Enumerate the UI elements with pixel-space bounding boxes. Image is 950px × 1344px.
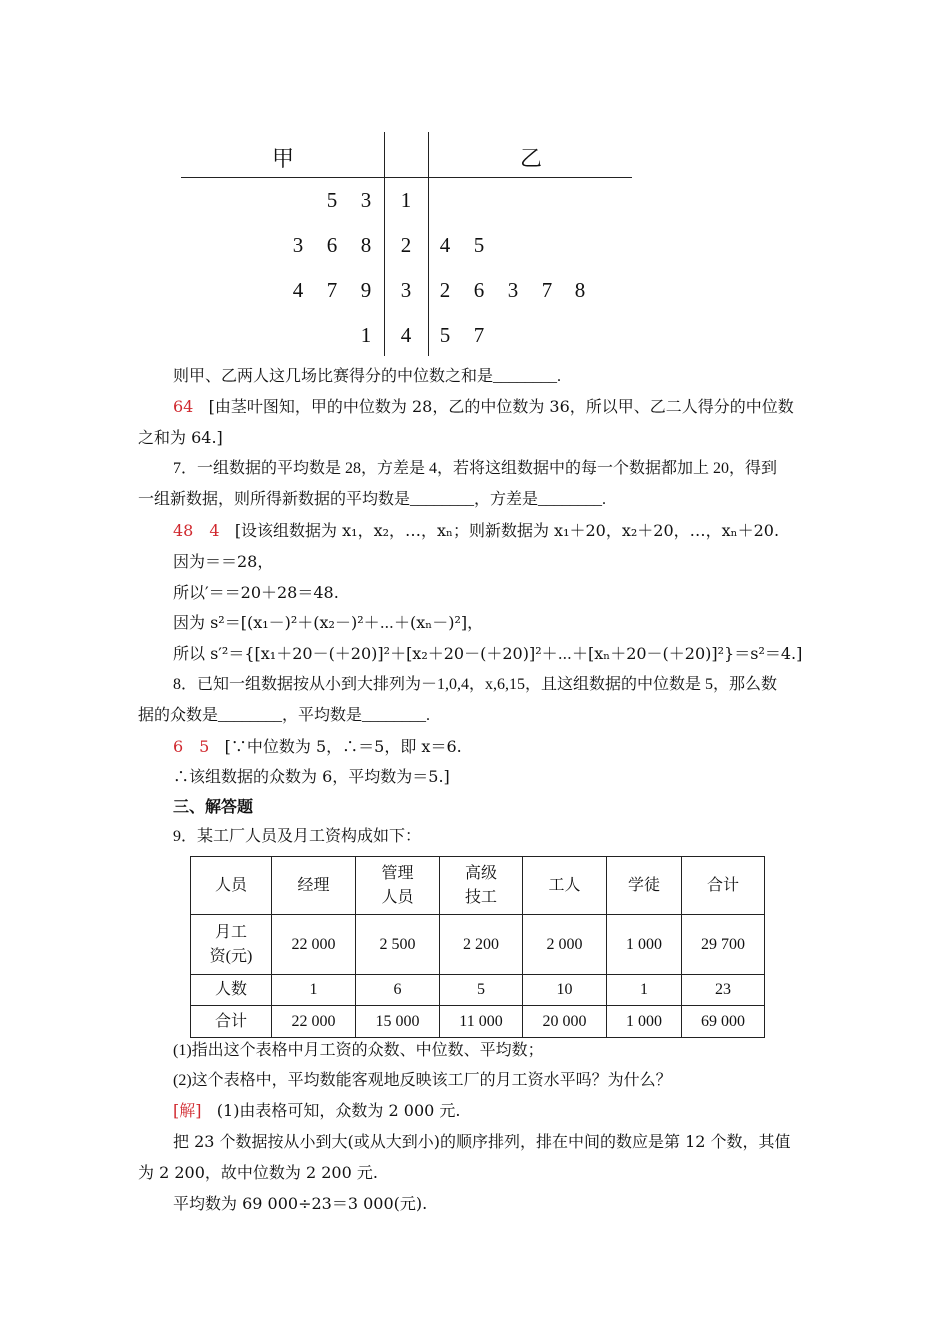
q9-ans2: 把 23 个数据按从小到大(或从大到小)的顺序排列，排在中间的数应是第 12 个数，其值 bbox=[173, 1132, 791, 1151]
q9-ans3: 为 2 200，故中位数为 2 200 元. bbox=[138, 1163, 378, 1182]
leaf: 5 bbox=[439, 323, 451, 347]
table-cell: 合计 bbox=[682, 857, 765, 915]
q7-sol5: 所以 s′²＝{[x₁＋20－(＋20)]²＋[x₂＋20－(＋20)]²＋⋯＋[xₙ＋20－(＋20)]²}＝s²＝4.] bbox=[173, 644, 803, 663]
table-cell: 23 bbox=[682, 975, 765, 1006]
table-cell: 工人 bbox=[523, 857, 607, 915]
table-cell: 经理 bbox=[272, 857, 356, 915]
leaf: 8 bbox=[360, 233, 372, 257]
section-heading: 三、解答题 bbox=[173, 799, 254, 816]
wage-table bbox=[190, 856, 765, 1038]
leaf: 6 bbox=[326, 233, 338, 257]
q6-explain-1: [由茎叶图知，甲的中位数为 28，乙的中位数为 36，所以甲、乙二人得分的中位数 bbox=[208, 397, 794, 416]
leaf: 9 bbox=[360, 278, 372, 302]
table-cell: 15 000 bbox=[356, 1006, 440, 1038]
q6-question: 则甲、乙两人这几场比赛得分的中位数之和是________. bbox=[173, 368, 562, 385]
leaf: 3 bbox=[507, 278, 519, 302]
table-cell: 20 000 bbox=[523, 1006, 607, 1038]
table-row bbox=[191, 1006, 765, 1038]
table-row bbox=[191, 915, 765, 975]
stem: 4 bbox=[400, 323, 412, 347]
q7-solution bbox=[173, 520, 818, 542]
leaf: 3 bbox=[292, 233, 304, 257]
q7-sol1: [设该组数据为 x₁，x₂，…，xₙ；则新数据为 x₁＋20，x₂＋20，…，xₙ＋20. bbox=[234, 521, 780, 540]
q7-line2: 一组新数据，则所得新数据的平均数是________，方差是________. bbox=[138, 491, 607, 508]
q7-sol3: 所以′＝＝20＋28＝48. bbox=[173, 583, 339, 602]
table-cell: 11 000 bbox=[440, 1006, 523, 1038]
table-cell: 1 bbox=[607, 975, 682, 1006]
q6-answer: 64 bbox=[173, 397, 194, 416]
leaf: 4 bbox=[292, 278, 304, 302]
table-cell: 学徒 bbox=[607, 857, 682, 915]
stem: 1 bbox=[400, 188, 412, 212]
q7-line1: 7．一组数据的平均数是 28，方差是 4，若将这组数据中的每一个数据都加上 20，得到 bbox=[173, 460, 778, 477]
table-cell: 5 bbox=[440, 975, 523, 1006]
q9-sub1: (1)指出这个表格中月工资的众数、中位数、平均数； bbox=[173, 1042, 544, 1059]
table-cell: 1 bbox=[272, 975, 356, 1006]
q6-solution bbox=[173, 396, 818, 418]
table-cell: 人员 bbox=[191, 857, 272, 915]
table-cell: 高级 技工 bbox=[440, 857, 523, 915]
q9-ans4: 平均数为 69 000÷23＝3 000(元). bbox=[173, 1194, 428, 1213]
q8-line1: 8．已知一组数据按从小到大排列为－1,0,4，x,6,15，且这组数据的中位数是 5，那么数 bbox=[173, 676, 778, 693]
stem: 3 bbox=[400, 278, 412, 302]
q8-solution bbox=[173, 736, 818, 758]
table-cell: 22 000 bbox=[272, 1006, 356, 1038]
leaf: 5 bbox=[326, 188, 338, 212]
jie-label: [解] bbox=[173, 1101, 202, 1120]
table-cell: 10 bbox=[523, 975, 607, 1006]
leaf: 3 bbox=[360, 188, 372, 212]
table-cell: 2 000 bbox=[523, 915, 607, 975]
table-cell: 月工 资(元) bbox=[191, 915, 272, 975]
right-header: 乙 bbox=[520, 146, 543, 171]
q9-intro: 9．某工厂人员及月工资构成如下： bbox=[173, 828, 422, 845]
leaf: 8 bbox=[574, 278, 586, 302]
table-row bbox=[191, 975, 765, 1006]
left-stem-divider bbox=[384, 132, 385, 356]
leaf: 4 bbox=[439, 233, 451, 257]
q7-answer: 48 4 bbox=[173, 521, 220, 540]
stem-leaf-plot bbox=[0, 0, 950, 370]
table-cell: 2 200 bbox=[440, 915, 523, 975]
table-cell: 1 000 bbox=[607, 1006, 682, 1038]
table-cell: 29 700 bbox=[682, 915, 765, 975]
q7-sol4: 因为 s²＝[(x₁－)²＋(x₂－)²＋⋯＋(xₙ－)²]， bbox=[173, 613, 484, 632]
table-cell: 6 bbox=[356, 975, 440, 1006]
table-cell: 22 000 bbox=[272, 915, 356, 975]
table-cell: 合计 bbox=[191, 1006, 272, 1038]
q8-answer: 6 5 bbox=[173, 737, 210, 756]
q8-sol1: [∵中位数为 5，∴＝5，即 x＝6. bbox=[224, 737, 462, 756]
q8-line2: 据的众数是________，平均数是________. bbox=[138, 707, 431, 724]
q9-sub2: (2)这个表格中，平均数能客观地反映该工厂的月工资水平吗？为什么？ bbox=[173, 1072, 672, 1089]
leaf: 6 bbox=[473, 278, 485, 302]
table-cell: 69 000 bbox=[682, 1006, 765, 1038]
q6-explain-2: 之和为 64.] bbox=[138, 428, 223, 447]
table-header-row bbox=[191, 857, 765, 915]
right-stem-divider bbox=[428, 132, 429, 356]
leaf: 1 bbox=[360, 323, 372, 347]
header-divider bbox=[181, 177, 632, 178]
q8-sol2: ∴该组数据的众数为 6，平均数为＝5.] bbox=[173, 767, 450, 786]
leaf: 5 bbox=[473, 233, 485, 257]
table-cell: 管理 人员 bbox=[356, 857, 440, 915]
leaf: 7 bbox=[541, 278, 553, 302]
leaf: 2 bbox=[439, 278, 451, 302]
leaf: 7 bbox=[326, 278, 338, 302]
left-header: 甲 bbox=[272, 146, 295, 171]
q7-sol2: 因为＝＝28， bbox=[173, 552, 274, 571]
stem: 2 bbox=[400, 233, 412, 257]
table-cell: 2 500 bbox=[356, 915, 440, 975]
table-cell: 人数 bbox=[191, 975, 272, 1006]
leaf: 7 bbox=[473, 323, 485, 347]
table-cell: 1 000 bbox=[607, 915, 682, 975]
q9-ans1: (1)由表格可知，众数为 2 000 元. bbox=[216, 1101, 461, 1120]
q9-answer-line1 bbox=[173, 1100, 818, 1122]
